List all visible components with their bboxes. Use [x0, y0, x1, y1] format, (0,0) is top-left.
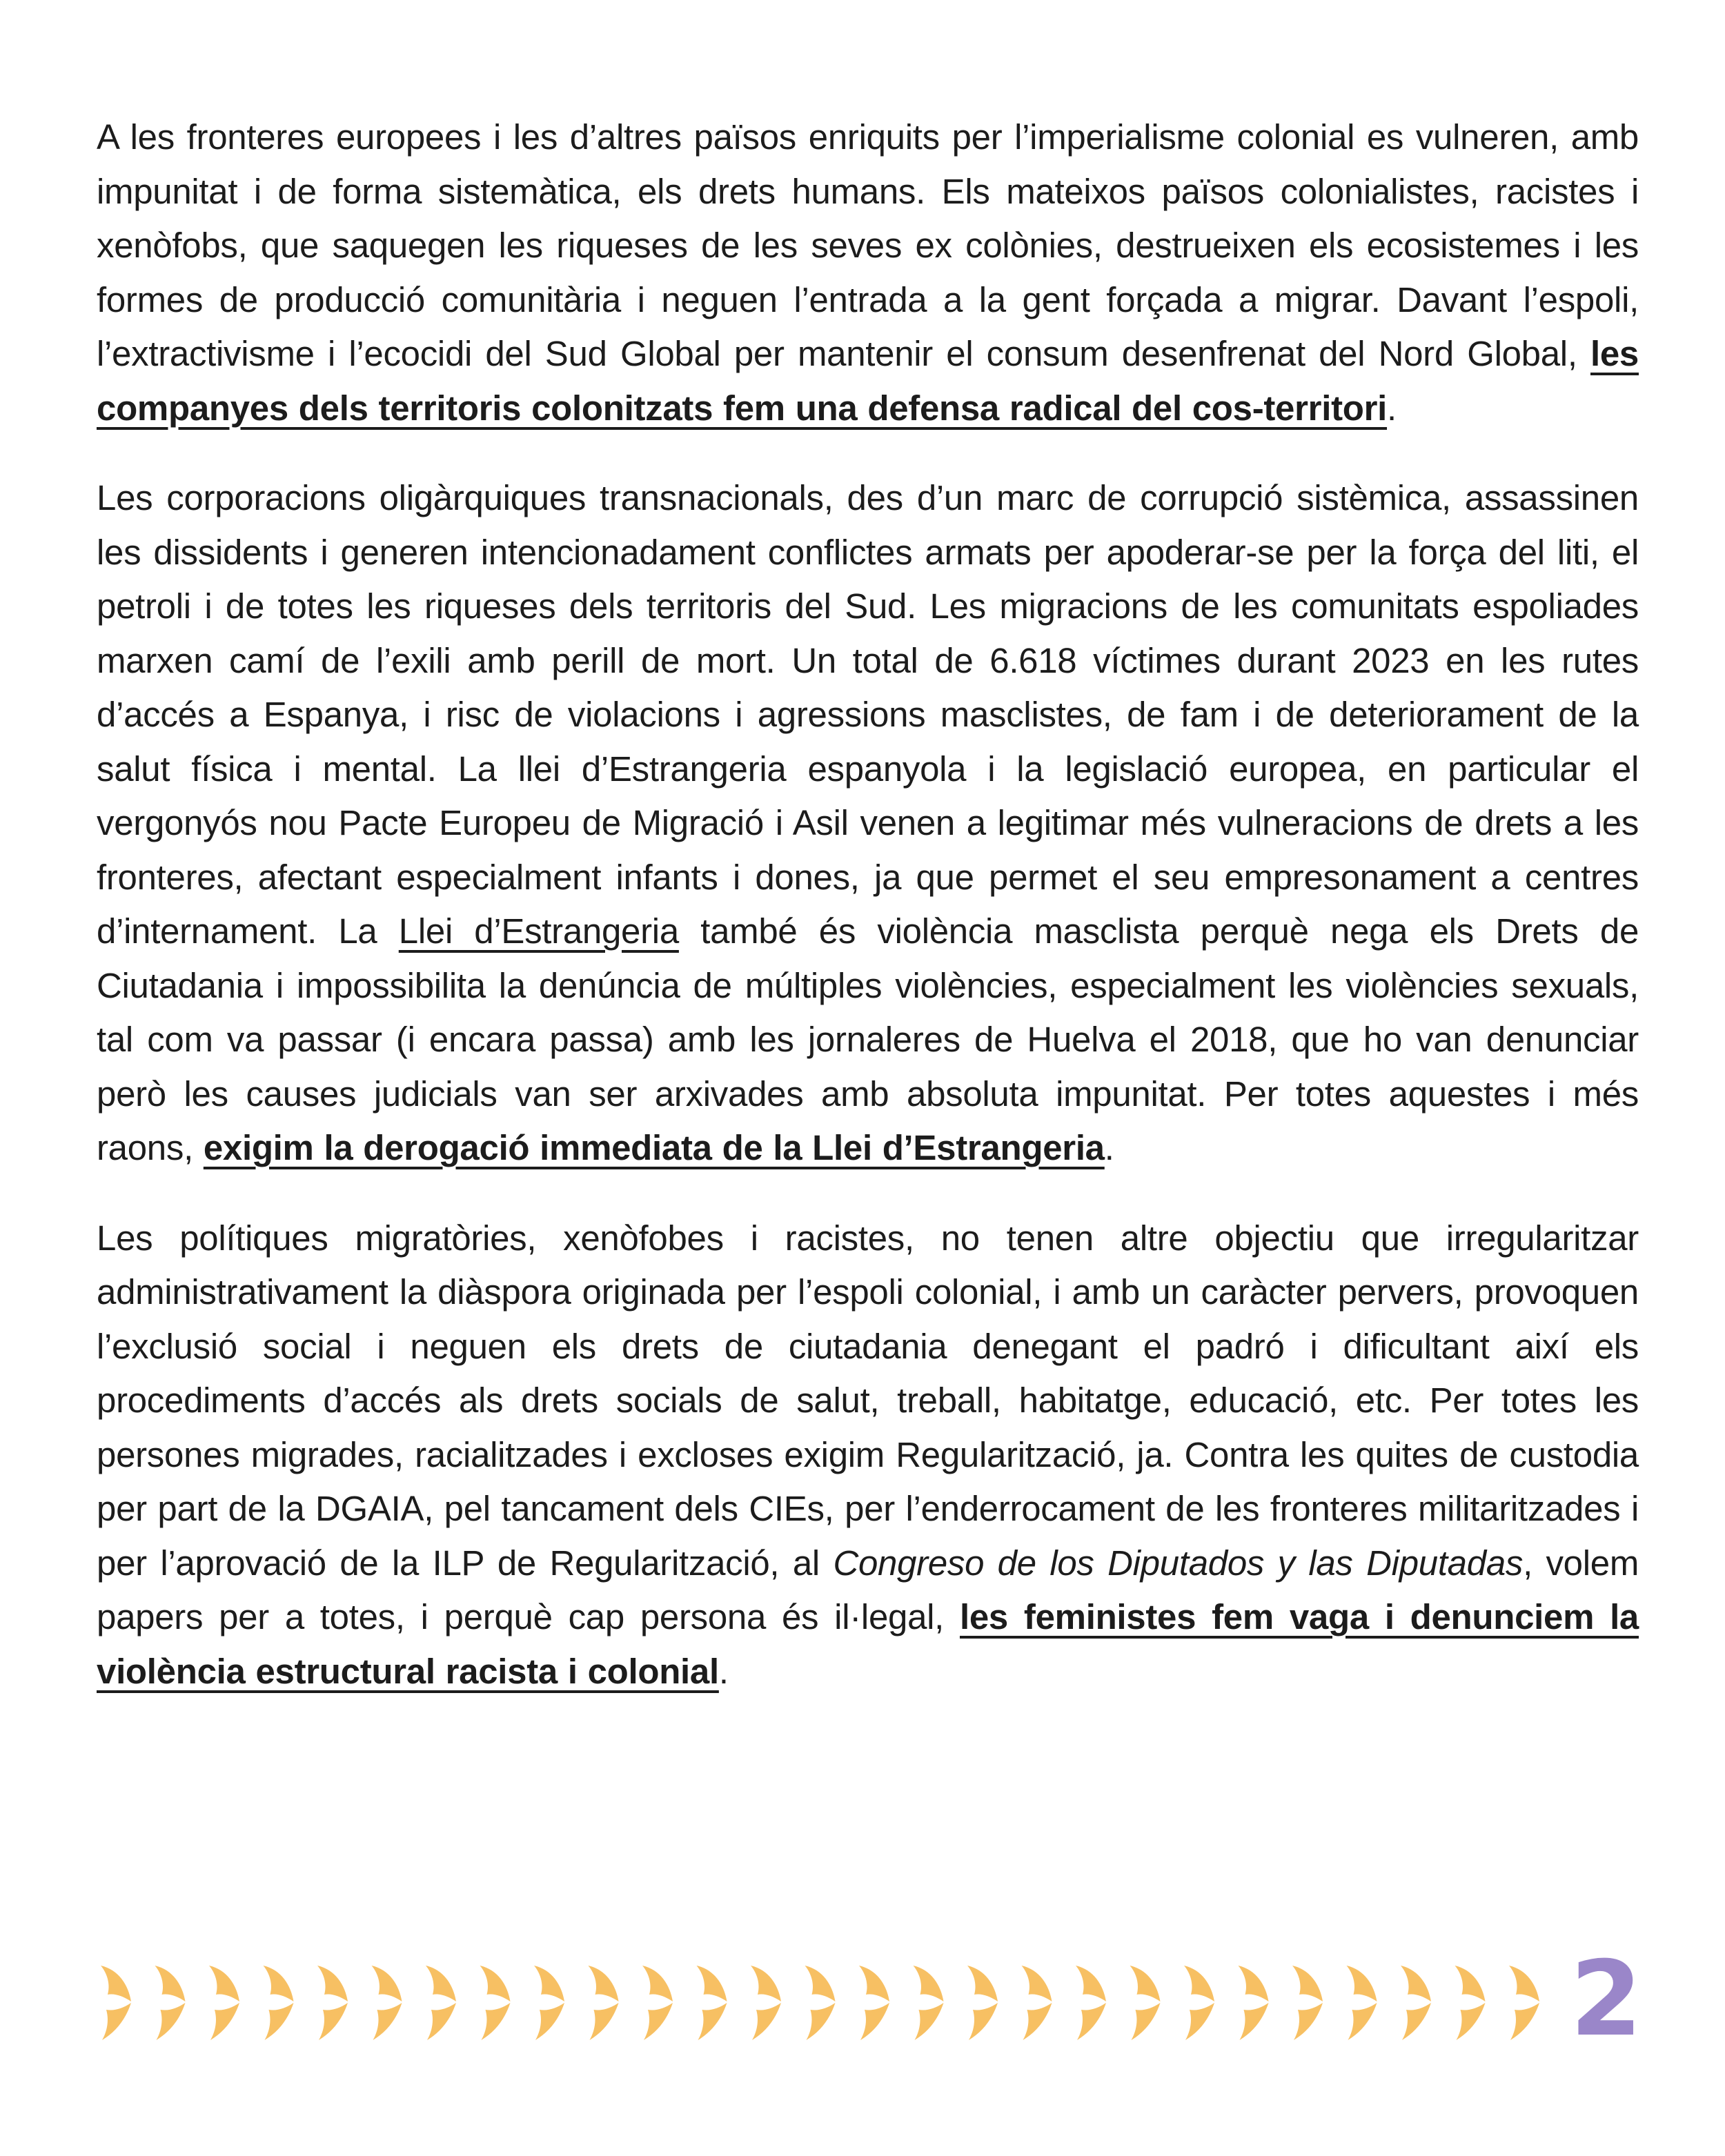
chevron-icon — [1184, 1966, 1214, 2040]
underlined-law-name: Llei d’Estrangeria — [398, 911, 679, 951]
chevron-icon — [101, 1966, 131, 2040]
paragraph-text: , volem papers per a totes, i perquè cap persona és il·legal, — [97, 1543, 1639, 1636]
paragraph-migration-policies — [97, 1211, 1639, 1699]
chevron-icon — [1130, 1966, 1161, 2040]
paragraph-text: . — [718, 1651, 729, 1691]
chevron-icon — [1401, 1966, 1431, 2040]
chevron-icon — [642, 1966, 673, 2040]
page-footer — [97, 1939, 1642, 2059]
chevron-icon — [589, 1966, 619, 2040]
chevron-icon — [1509, 1966, 1539, 2040]
chevron-icon — [1455, 1966, 1486, 2040]
chevron-icon — [967, 1966, 998, 2040]
paragraph-borders — [97, 110, 1639, 435]
chevron-icon — [372, 1966, 402, 2040]
chevron-icon — [209, 1966, 239, 2040]
highlighted-claim: les companyes dels territoris colonitzats fem una defensa radical del cos-territori — [97, 334, 1639, 428]
chevron-icon — [1347, 1966, 1377, 2040]
chevron-icon — [317, 1966, 348, 2040]
italic-institution-name: Congreso de los Diputados y las Diputadas — [833, 1543, 1524, 1583]
chevron-icon — [426, 1966, 456, 2040]
chevron-icon — [751, 1966, 781, 2040]
highlighted-claim: exigim la derogació immediata de la Llei d’Estrangeria — [203, 1128, 1105, 1167]
paragraph-immigration-law — [97, 471, 1639, 1176]
page-body — [97, 110, 1639, 1734]
chevron-icon — [155, 1966, 186, 2040]
highlighted-claim: les feministes fem vaga i denunciem la violència estructural racista i colonial — [97, 1597, 1639, 1691]
chevron-icon — [480, 1966, 511, 2040]
chevron-icon — [805, 1966, 836, 2040]
chevron-icon — [859, 1966, 889, 2040]
paragraph-text: també és violència masclista perquè nega els Drets de Ciutadania i impossibilita la denúncia de múltiples violències, especialment les violències sexuals, tal com va passar (i encara passa) amb les jornaleres de Huelva el 2018, que ho van denunciar però les causes judicials van ser arxivades amb absoluta impunitat. Per totes aquestes i més raons, — [97, 911, 1639, 1167]
chevron-icon — [697, 1966, 727, 2040]
chevron-border-decoration — [97, 1961, 1566, 2043]
chevron-icon — [1292, 1966, 1323, 2040]
chevron-icon — [264, 1966, 294, 2040]
chevron-icon — [1076, 1966, 1106, 2040]
chevron-icon — [914, 1966, 944, 2040]
paragraph-text: . — [1387, 388, 1397, 428]
paragraph-text: Les polítiques migratòries, xenòfobes i racistes, no tenen altre objectiu que irregularitzar administrativament la diàspora originada per l’espoli colonial, i amb un caràcter pervers, provoquen l’exclusió social i neguen els drets de ciutadania denegant el padró i dificultant així els procediments d’accés als drets socials de salut, treball, habitatge, educació, etc. Per totes les persones migrades, racialitzades i excloses exigim Regularització, ja. Contra les quites de custodia per part de la DGAIA, pel tancament dels CIEs, per l’enderrocament de les fronteres militaritzades i per l’aprovació de la ILP de Regularització, al — [97, 1218, 1639, 1583]
chevron-icon — [1239, 1966, 1269, 2040]
chevron-icon — [1022, 1966, 1052, 2040]
chevron-icon — [534, 1966, 564, 2040]
page-number: 2 — [1570, 1939, 1642, 2059]
paragraph-text: A les fronteres europees i les d’altres països enriquits per l’imperialisme colonial es vulneren, amb impunitat i de forma sistemàtica, els drets humans. Els mateixos països colonialistes, racistes i xenòfobs, que saquegen les riqueses de les seves ex colònies, destrueixen els ecosistemes i les formes de producció comunitària i neguen l’entrada a la gent forçada a migrar. Davant l’espoli, l’extractivisme i l’ecocidi del Sud Global per mantenir el consum desenfrenat del Nord Global, — [97, 117, 1639, 373]
paragraph-text: Les corporacions oligàrquiques transnacionals, des d’un marc de corrupció sistèmica, assassinen les dissidents i generen intencionadament conflictes armats per apoderar-se per la força del liti, el petroli i de totes les riqueses dels territoris del Sud. Les migracions de les comunitats espoliades marxen camí de l’exili amb perill de mort. Un total de 6.618 víctimes durant 2023 en les rutes d’accés a Espanya, i risc de violacions i agressions masclistes, de fam i de deteriorament de la salut física i mental. La llei d’Estrangeria espanyola i la legislació europea, en particular el vergonyós nou Pacte Europeu de Migració i Asil venen a legitimar més vulneracions de drets a les fronteres, afectant especialment infants i dones, ja que permet el seu empresonament a centres d’internament. La — [97, 478, 1639, 951]
paragraph-text: . — [1104, 1128, 1114, 1167]
